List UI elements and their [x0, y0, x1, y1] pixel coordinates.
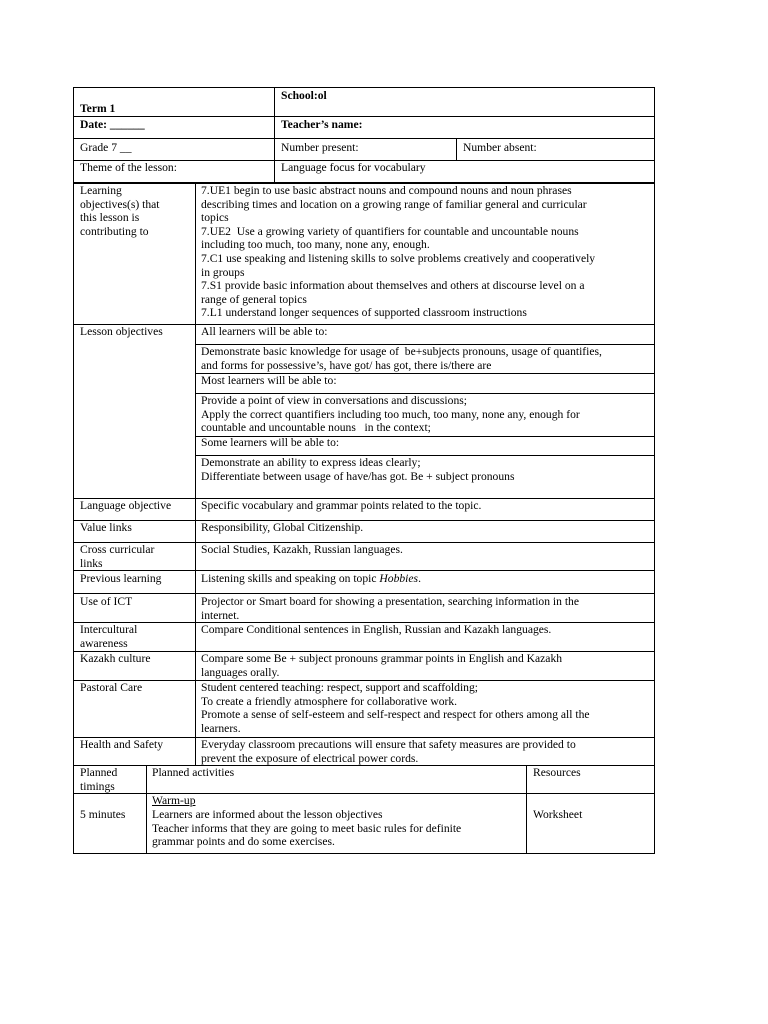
learning-objectives-label: Learning objectives(s) that this lesson is contributing to	[80, 184, 160, 238]
value-links-label: Value links	[80, 521, 132, 534]
planned-timings-header: Planned timings	[80, 766, 118, 793]
most-learners-label: Most learners will be able to:	[201, 374, 337, 387]
warmup-text: Learners are informed about the lesson objectives Teacher informs that they are going to meet basic rules for definite grammar points and do some exercises.	[152, 808, 462, 849]
intercultural-label: Intercultural awareness	[80, 623, 138, 650]
kazakh-culture-text: Compare some Be + subject pronouns grammar points in English and Kazakh languages orally.	[201, 652, 563, 679]
some-learners-text: Demonstrate an ability to express ideas clearly; Differentiate between usage of have/has got. Be + subject pronouns	[201, 456, 515, 483]
hobbies-topic: Hobbies	[379, 572, 419, 585]
resources-header: Resources	[533, 766, 581, 779]
health-safety-label: Health and Safety	[80, 738, 164, 751]
use-of-ict-text: Projector or Smart board for showing a presentation, searching information in the internet.	[201, 595, 579, 622]
teacher-name-field: Teacher’s name:	[281, 118, 363, 131]
planned-activities-header: Planned activities	[152, 766, 235, 779]
lesson-theme-field: Theme of the lesson:	[80, 161, 177, 174]
all-learners-label: All learners will be able to:	[201, 325, 328, 338]
kazakh-culture-label: Kazakh culture	[80, 652, 151, 665]
language-objective-text: Specific vocabulary and grammar points related to the topic.	[201, 499, 482, 512]
most-learners-text: Provide a point of view in conversations and discussions; Apply the correct quantifiers including too much, too many, none any, enough for countable and uncountable nouns in the context;	[201, 394, 580, 435]
pastoral-care-label: Pastoral Care	[80, 681, 143, 694]
number-absent-field: Number absent:	[463, 141, 537, 154]
school-field: School:ol	[281, 89, 327, 102]
some-learners-label: Some learners will be able to:	[201, 436, 340, 449]
lesson-objectives-label: Lesson objectives	[80, 325, 163, 338]
number-present-field: Number present:	[281, 141, 359, 154]
warmup-timing: 5 minutes	[80, 808, 126, 821]
pastoral-care-text: Student centered teaching: respect, support and scaffolding; To create a friendly atmosphere for collaborative work. Promote a sense of self-esteem and self-respect and respect for others among all the learners.	[201, 681, 590, 735]
language-focus-field: Language focus for vocabulary	[281, 161, 426, 174]
warmup-resource: Worksheet	[533, 808, 583, 821]
all-learners-text: Demonstrate basic knowledge for usage of be+subjects pronouns, usage of quantifies, and forms for possessive’s, have got/ has got, there is/there are	[201, 345, 602, 372]
date-field: Date: ______	[80, 118, 145, 131]
use-of-ict-label: Use of ICT	[80, 595, 133, 608]
previous-learning-label: Previous learning	[80, 572, 162, 585]
previous-learning-text: Listening skills and speaking on topic Hobbies.	[201, 572, 421, 585]
learning-objectives-text: 7.UE1 begin to use basic abstract nouns and compound nouns and noun phrases describing times and location on a growing range of familiar general and curricular topics 7.UE2 Use a growing variety of quantifiers for countable and uncountable nouns including too much, too many, none any, enough. 7.C1 use speaking and listening skills to solve problems creatively and cooperatively in groups 7.S1 provide basic information about themselves and others at discourse level on a range of general topics 7.L1 understand longer sequences of supported classroom instructions	[201, 184, 596, 320]
warmup-title: Warm-up	[152, 794, 196, 807]
grade-field: Grade 7 __	[80, 141, 132, 154]
intercultural-text: Compare Conditional sentences in English, Russian and Kazakh languages.	[201, 623, 552, 636]
health-safety-text: Everyday classroom precautions will ensure that safety measures are provided to prevent the exposure of electrical power cords.	[201, 738, 576, 765]
term-field: Term 1	[80, 102, 116, 115]
value-links-text: Responsibility, Global Citizenship.	[201, 521, 364, 534]
language-objective-label: Language objective	[80, 499, 172, 512]
cross-curricular-text: Social Studies, Kazakh, Russian languages.	[201, 543, 403, 556]
cross-curricular-label: Cross curricular links	[80, 543, 155, 570]
